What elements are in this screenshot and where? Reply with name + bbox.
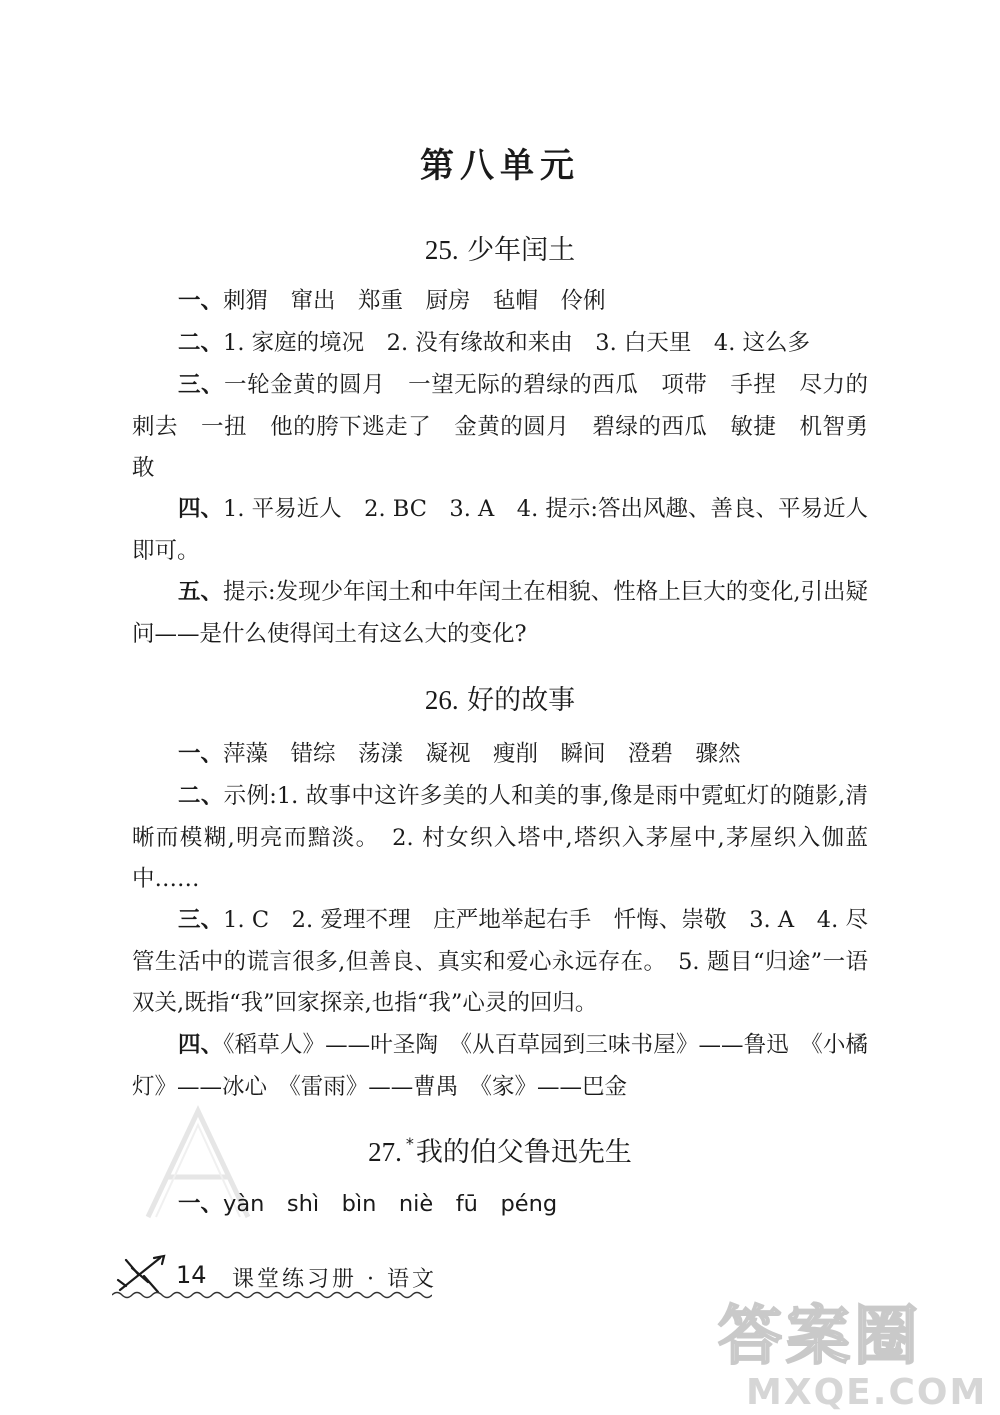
watermark-logo-text: 答案圈: [718, 1300, 922, 1374]
answer-label: 一、: [178, 741, 224, 767]
answer-label: 二、: [178, 783, 224, 809]
answer-label: 四、: [178, 496, 224, 522]
answer-text: 示例:1. 故事中这许多美的人和美的事,像是雨中霓虹灯的随影,清晰而模糊,明亮而黯淡。 2. 村女织入塔中,塔织入茅屋中,茅屋织入伽蓝中……: [132, 783, 868, 892]
answer-block: [132, 900, 868, 1025]
answer-block: [132, 734, 868, 776]
lesson-27-title: [0, 1130, 1000, 1169]
unit-title: 第八单元: [420, 146, 580, 186]
answer-label: 三、: [178, 372, 225, 398]
lesson-26-title: [0, 678, 1000, 717]
answer-label: 四、: [178, 1032, 224, 1058]
answer-block: [132, 1184, 868, 1226]
answer-block: [132, 572, 868, 655]
answer-text: 提示:发现少年闰土和中年闰土在相貌、性格上巨大的变化,引出疑问——是什么使得闰土有这么大的变化?: [132, 579, 868, 647]
answer-text: yàn shì bìn niè fū péng: [223, 1191, 558, 1217]
answer-text: 一轮金黄的圆月 一望无际的碧绿的西瓜 项带 手捏 尽力的刺去 一扭 他的胯下逃走了 金黄的圆月 碧绿的西瓜 敏捷 机智勇敢: [132, 372, 868, 481]
answer-label: 一、: [178, 288, 224, 314]
lesson-name: 少年闰土: [467, 235, 576, 266]
answer-text: 萍藻 错综 荡漾 凝视 瘦削 瞬间 澄碧 骤然: [223, 741, 741, 767]
watermark-url: MXQE.COM: [746, 1372, 988, 1413]
answer-label: 五、: [178, 579, 224, 605]
lesson-number: 25.: [424, 235, 459, 265]
book-title: 课堂练习册 · 语文: [232, 1267, 437, 1292]
site-watermark-logo: [690, 1280, 1000, 1415]
page-number: 14: [176, 1261, 207, 1289]
answer-text: 1. C 2. 爱理不理 庄严地举起右手 忏悔、崇敬 3. A 4. 尽管生活中的谎言很多,但善良、真实和爱心永远存在。 5. 题目“归途”一语双关,既指“我”回家探亲,也指“我”心灵的回归。: [132, 907, 868, 1016]
answer-block: [132, 489, 868, 572]
lesson-25-title: [0, 228, 1000, 267]
answer-text: 1. 家庭的境况 2. 没有缘故和来由 3. 白天里 4. 这么多: [223, 330, 810, 356]
answer-label: 一、: [178, 1191, 224, 1217]
answer-block: [132, 1025, 868, 1108]
lesson-name: 我的伯父鲁迅先生: [415, 1137, 632, 1168]
answer-block: [132, 323, 868, 365]
answer-block: [132, 776, 868, 901]
answer-block: [132, 365, 868, 490]
wavy-divider: [112, 1290, 432, 1300]
answer-label: 二、: [178, 330, 224, 356]
lesson-name: 好的故事: [467, 685, 576, 716]
lesson-number: 27.: [368, 1137, 402, 1167]
lesson-number: 26.: [424, 685, 459, 715]
optional-star: *: [405, 1134, 414, 1153]
answer-text: 刺猬 窜出 郑重 厨房 毡帽 伶俐: [223, 288, 606, 314]
answer-text: 1. 平易近人 2. BC 3. A 4. 提示:答出风趣、善良、平易近人即可。: [132, 496, 868, 564]
answer-label: 三、: [178, 907, 224, 933]
answer-text: 《稻草人》——叶圣陶 《从百草园到三味书屋》——鲁迅 《小橘灯》——冰心 《雷雨》——曹禺 《家》——巴金: [132, 1032, 868, 1100]
answer-block: [132, 281, 868, 323]
